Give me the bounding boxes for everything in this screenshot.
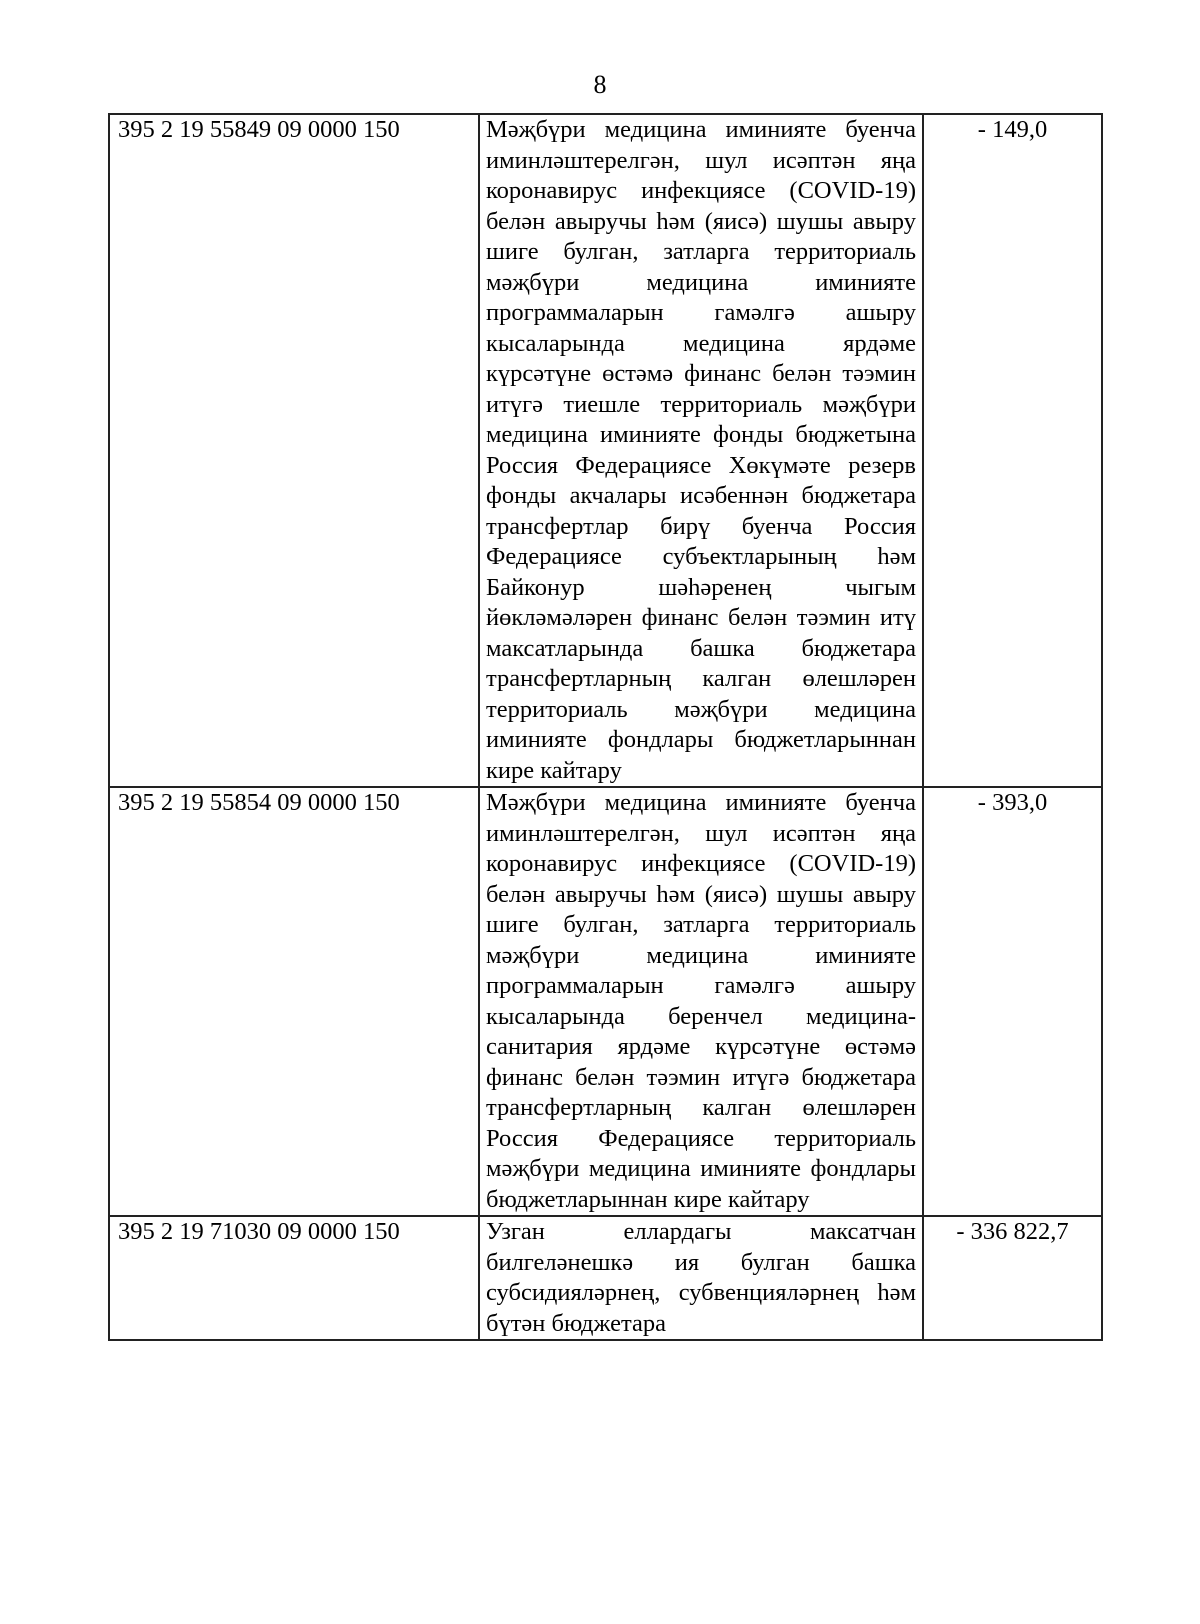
budget-code: 395 2 19 71030 09 0000 150: [109, 1216, 479, 1340]
amount: - 393,0: [923, 787, 1102, 1216]
table-row: [109, 1216, 1102, 1340]
amount: - 336 822,7: [923, 1216, 1102, 1340]
description: Узган еллардагы максатчан билгеләнешкә ия булган башка субсидияләрнең, субвенцияләрнең һәм бүтән бюджетара: [479, 1216, 923, 1340]
budget-code: 395 2 19 55854 09 0000 150: [109, 787, 479, 1216]
amount: - 149,0: [923, 114, 1102, 787]
budget-code: 395 2 19 55849 09 0000 150: [109, 114, 479, 787]
table-row: [109, 114, 1102, 787]
description: Мәҗбүри медицина иминияте буенча иминләштерелгән, шул исәптән яңа коронавирус инфекциясе (COVID-19) белән авыручы һәм (яисә) шушы авыру шиге булган, затларга территориаль мәҗбүри медицина иминияте программаларын гамәлгә ашыру кысаларында медицина ярдәме күрсәтүне өстәмә финанс белән тәэмин итүгә тиешле территориаль мәҗбүри медицина иминияте фонды бюджетына Россия Федерациясе Хөкүмәте резерв фонды акчалары исәбеннән бюджетара трансфертлар бирү буенча Россия Федерациясе субъектларының һәм Байконур шәһәренең чыгым йөкләмәләрен финанс белән тәэмин итү максатларында башка бюджетара трансфертларның калган өлешләрен территориаль мәҗбүри медицина иминияте фондлары бюджетларыннан кире кайтару: [479, 114, 923, 787]
table-row: [109, 787, 1102, 1216]
description: Мәҗбүри медицина иминияте буенча иминләштерелгән, шул исәптән яңа коронавирус инфекциясе (COVID-19) белән авыручы һәм (яисә) шушы авыру шиге булган, затларга территориаль мәҗбүри медицина иминияте программаларын гамәлгә ашыру кысаларында беренчел медицина-санитария ярдәме күрсәтүне өстәмә финанс белән тәэмин итүгә бюджетара трансфертларның калган өлешләрен Россия Федерациясе территориаль мәҗбүри медицина иминияте фондлары бюджетларыннан кире кайтару: [479, 787, 923, 1216]
page-number: 8: [593, 70, 607, 99]
budget-table: [108, 113, 1103, 1341]
